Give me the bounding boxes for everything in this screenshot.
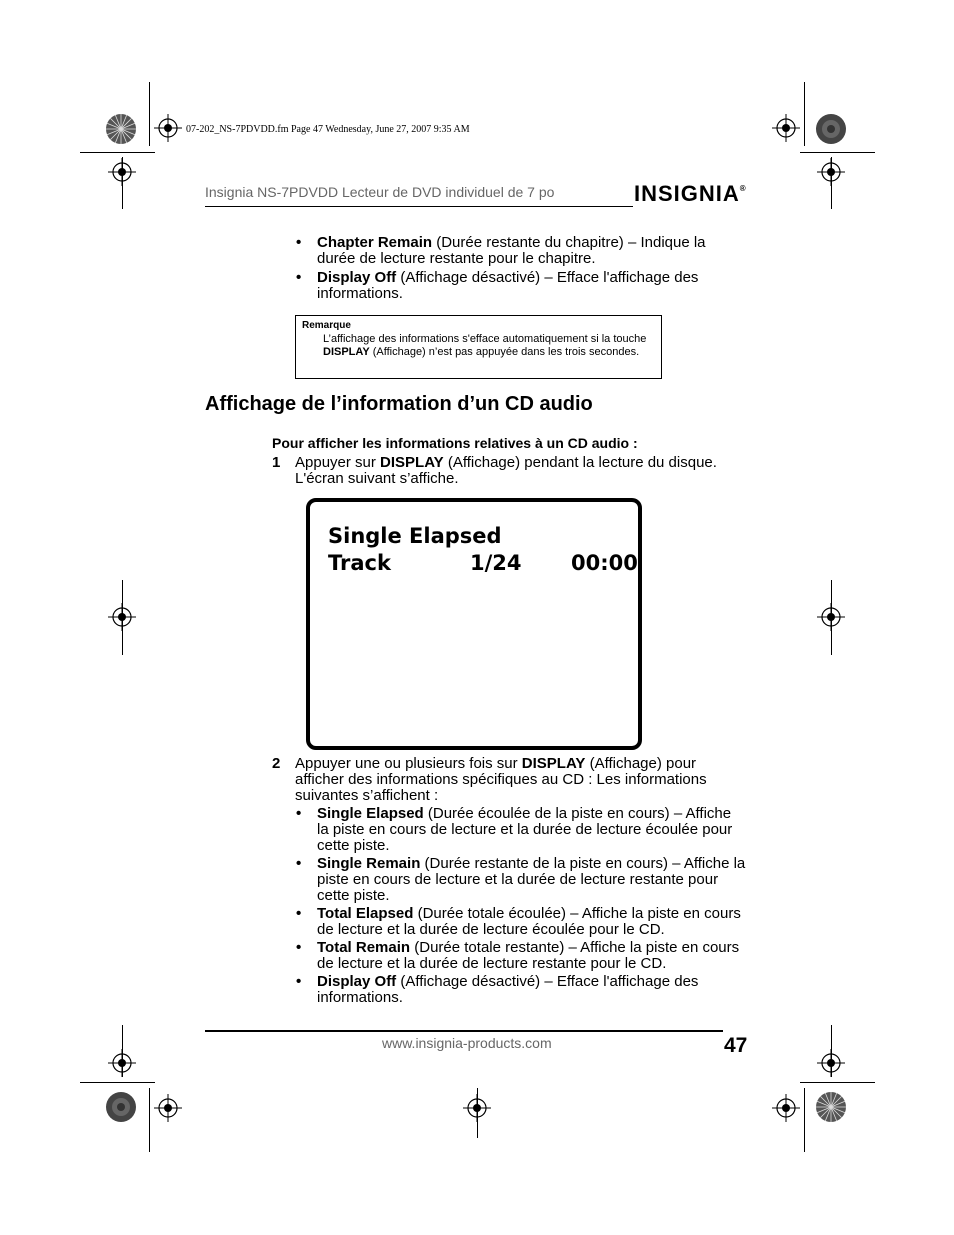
running-header: Insignia NS-7PDVDD Lecteur de DVD individuel de 7 po (205, 184, 555, 200)
bullet-term: Total Elapsed (317, 905, 414, 922)
bullet-text: (Affichage désactivé) – Efface l'affichage des informations. (317, 269, 699, 302)
bullet-term: Single Elapsed (317, 805, 424, 822)
registration-target-icon (108, 158, 136, 186)
star-target-icon (815, 1091, 847, 1123)
note-text-start: L’affichage des informations s'efface automatiquement si la touche (323, 333, 647, 345)
list-item (296, 906, 746, 938)
list-item (296, 235, 746, 267)
bullet-glyph: • (296, 855, 302, 872)
bullet-term: Display Off (317, 973, 397, 990)
list-item (296, 940, 746, 972)
page-number: 47 (724, 1034, 748, 1057)
bullet-term: Total Remain (317, 939, 411, 956)
list-item (296, 806, 746, 854)
screen-mode: Single Elapsed (328, 524, 502, 548)
bullet-glyph: • (296, 905, 302, 922)
registration-target-icon (817, 603, 845, 631)
registration-target-icon (108, 603, 136, 631)
registration-target-icon (154, 1094, 182, 1122)
step-key: DISPLAY (380, 454, 444, 471)
bullet-text: (Durée totale restante) – Affiche la piste en cours de lecture et la durée de lecture restante pour le CD. (317, 939, 740, 972)
note-text (323, 333, 655, 359)
registration-target-icon (463, 1094, 491, 1122)
bullet-text: (Affichage désactivé) – Efface l'affichage des informations. (317, 973, 699, 1006)
step-1 (272, 455, 742, 487)
bullet-term: Single Remain (317, 855, 421, 872)
registration-target-icon (108, 1049, 136, 1077)
logo-text: INSIGNIA (634, 181, 740, 206)
bullet-term: Display Off (317, 269, 397, 286)
star-target-icon (815, 113, 847, 145)
registration-target-icon (817, 158, 845, 186)
star-target-icon (105, 113, 137, 145)
screen-time: 00:00 (571, 551, 638, 575)
registration-target-icon (772, 114, 800, 142)
step-text-start: Appuyer une ou plusieurs fois sur (295, 755, 522, 772)
screen-track-label: Track (328, 551, 391, 575)
note-text-end: (Affichage) n’est pas appuyée dans les trois secondes. (369, 346, 640, 358)
bullet-text: (Durée restante du chapitre) – Indique la durée de lecture restante pour le chapitre. (317, 234, 706, 267)
list-item (296, 270, 746, 302)
step-text-end: (Affichage) pendant la lecture du disque. L'écran suivant s’affiche. (295, 454, 717, 487)
registered-mark: ® (739, 183, 747, 193)
step-number: 1 (272, 454, 281, 471)
bullet-glyph: • (296, 269, 302, 286)
step-text-start: Appuyer sur (295, 454, 381, 471)
header-rule (205, 206, 633, 207)
bullet-glyph: • (296, 973, 302, 990)
insignia-logo (634, 181, 747, 207)
registration-target-icon (817, 1049, 845, 1077)
bullet-text: (Durée totale écoulée) – Affiche la piste en cours de lecture et la durée de lecture écoulée pour le CD. (317, 905, 741, 938)
step-text-end: (Affichage) pour afficher des informations spécifiques au CD : Les informations suivantes s’affichent : (295, 755, 707, 804)
list-item (296, 856, 746, 904)
bullet-glyph: • (296, 939, 302, 956)
footer-url[interactable]: www.insignia-products.com (382, 1035, 552, 1051)
note-box (295, 315, 662, 379)
footer-rule (205, 1030, 723, 1032)
file-slug: 07-202_NS-7PDVDD.fm Page 47 Wednesday, June 27, 2007 9:35 AM (186, 124, 470, 135)
section-title: Affichage de l’information d’un CD audio (205, 393, 593, 415)
registration-target-icon (772, 1094, 800, 1122)
bullet-glyph: • (296, 234, 302, 251)
procedure-title: Pour afficher les informations relatives à un CD audio : (272, 435, 638, 451)
note-title: Remarque (302, 320, 351, 331)
step-2 (272, 756, 742, 804)
registration-target-icon (154, 114, 182, 142)
bullet-text: (Durée restante de la piste en cours) – Affiche la piste en cours de lecture et la durée de lecture restante pour cette piste. (317, 855, 746, 904)
display-screen (306, 498, 642, 750)
bullet-term: Chapter Remain (317, 234, 433, 251)
note-key: DISPLAY (323, 346, 370, 358)
step-number: 2 (272, 755, 281, 772)
bullet-text: (Durée écoulée de la piste en cours) – Affiche la piste en cours de lecture et la durée de lecture écoulée pour cette piste. (317, 805, 733, 854)
bullet-glyph: • (296, 805, 302, 822)
star-target-icon (105, 1091, 137, 1123)
screen-track-value: 1/24 (470, 551, 522, 575)
list-item (296, 974, 746, 1006)
step-key: DISPLAY (521, 755, 586, 772)
